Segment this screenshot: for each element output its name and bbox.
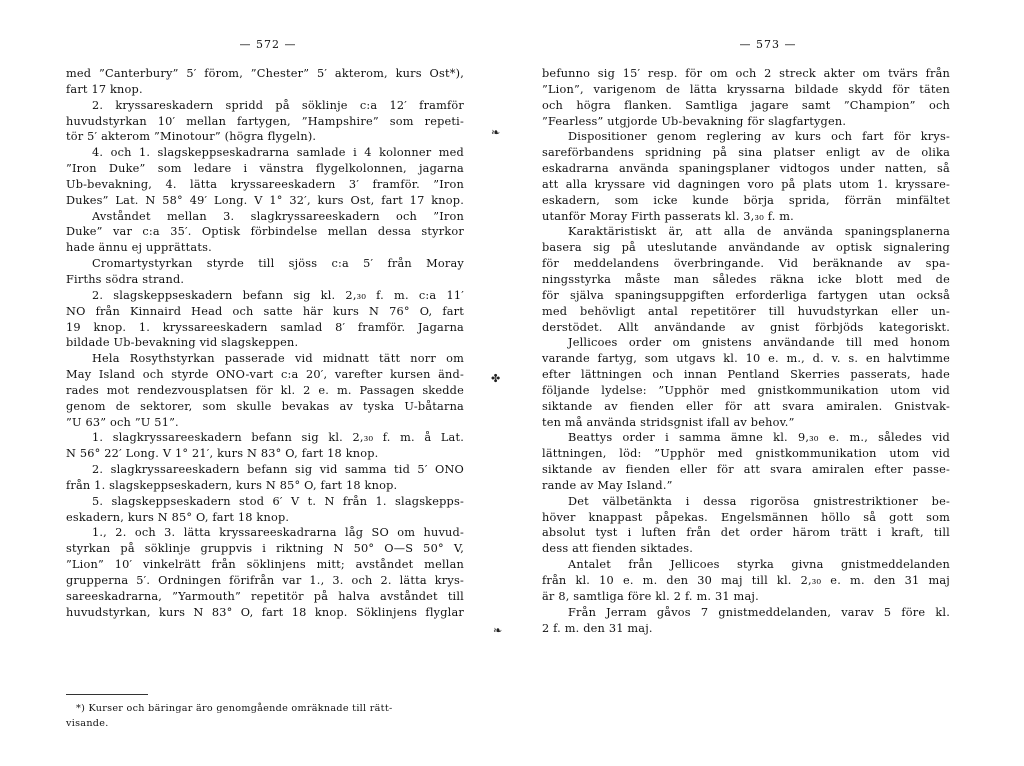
text-line: 1. slagkryssareeskadern befann sig kl. 2,₃₀ f. m. å Lat. xyxy=(92,431,464,445)
text-line: sareeskadrarna, ”Yarmouth” repetitör på halva avståndet till xyxy=(66,589,464,603)
text-line: lättningen, löd: ”Upphör med gnistkommunikation utom vid xyxy=(542,447,950,461)
text-line: rades mot rendezvousplatsen för kl. 2 e. m. Passagen skedde xyxy=(66,383,464,397)
text-line: genom de sektorer, som skulle bevakas av tyska U-båtarna xyxy=(66,399,464,413)
text-line: huvudstyrkan, kurs N 83° O, fart 18 knop. Söklinjens flyglar xyxy=(66,605,464,619)
text-line: Beattys order i samma ämne kl. 9,₃₀ e. m., således vid xyxy=(568,431,950,445)
text-line: 5. slagskeppseskadern stod 6′ V t. N från 1. slagskepps- xyxy=(92,494,464,508)
text-line: siktande av fienden eller för att svara amiralen efter passe- xyxy=(542,463,950,477)
text-line: Från Jerram gåvos 7 gnistmeddelanden, varav 5 före kl. xyxy=(568,605,950,619)
text-line: Dispositioner genom reglering av kurs och fart för krys- xyxy=(568,130,950,144)
text-line: Duke” var c:a 35′. Optisk förbindelse mellan dessa styrkor xyxy=(66,225,464,239)
text-line: bildade Ub-bevakning vid slagskeppen. xyxy=(66,336,299,350)
text-line: Det välbetänkta i dessa rigorösa gnistrestriktioner be- xyxy=(568,494,950,508)
gutter-mark: ✤ xyxy=(491,372,501,385)
text-line: och högra flanken. Samtliga jagare samt ”Champion” och xyxy=(542,98,950,112)
text-line: Karaktäristiskt är, att alla de använda spaningsplanerna xyxy=(568,225,950,239)
right-page xyxy=(512,0,1024,766)
text-line: befunno sig 15′ resp. för om och 2 streck akter om tvärs från xyxy=(542,67,950,80)
text-line: att alla kryssare vid dagningen voro på plats utom 1. kryssare- xyxy=(542,177,950,191)
text-line: ”U 63” och ”U 51”. xyxy=(66,415,179,429)
text-line: ten må använda stridsgnist ifall av behov.” xyxy=(542,415,795,429)
text-line: tör 5′ akterom ”Minotour” (högra flygeln). xyxy=(66,130,317,144)
text-line: höver knappast påpekas. Engelsmännen höllo så gott som xyxy=(542,510,950,524)
text-line: sareförbandens spridning på sina platser enligt av de olika xyxy=(542,146,950,160)
text-line: ningsstyrka måste man således räkna icke blott med de xyxy=(542,272,950,286)
text-line: är 8, samtliga före kl. 2 f. m. 31 maj. xyxy=(542,589,759,603)
text-line: ”Lion”, varigenom de lätta kryssarna bildade skydd för täten xyxy=(542,82,950,96)
text-line: ”Fearless” utgjorde Ub-bevakning för slagfartygen. xyxy=(542,114,847,128)
text-line: Firths södra strand. xyxy=(66,272,185,286)
text-line: eskadern, kurs N 85° O, fart 18 knop. xyxy=(66,510,290,524)
text-line: Dukes” Lat. N 58° 49′ Long. V 1° 32′, kurs Ost, fart 17 knop. xyxy=(66,193,464,207)
text-line: May Island och styrde ONO-vart c:a 20′, varefter kursen änd- xyxy=(66,368,464,382)
text-line: med behövligt antal repetitörer till huvudstyrkan eller un- xyxy=(542,304,950,318)
text-line: ”Lion” 10′ vinkelrätt från söklinjens mitt; avståndet mellan xyxy=(66,558,464,572)
text-line: grupperna 5′. Ordningen förifrån var 1., 3. och 2. lätta krys- xyxy=(66,574,464,587)
text-line: Jellicoes order om gnistens användande till med honom xyxy=(568,336,950,350)
text-line: N 56° 22′ Long. V 1° 21′, kurs N 83° O, fart 18 knop. xyxy=(66,447,379,461)
gutter-mark: ❧ xyxy=(491,126,501,139)
text-line: NO från Kinnaird Head och satte här kurs N 76° O, fart xyxy=(66,304,464,318)
page-number-left: — 572 — xyxy=(239,38,297,51)
text-line: dess att fienden siktades. xyxy=(542,542,694,556)
footnote-divider xyxy=(66,694,148,695)
text-line: styrkan på söklinje gruppvis i riktning N 50° O—S 50° V, xyxy=(66,542,464,556)
text-line: Ub-bevakning, 4. lätta kryssareeskadern 3′ framför. ”Iron xyxy=(66,177,464,191)
text-line: utanför Moray Firth passerats kl. 3,₃₀ f. m. xyxy=(542,209,794,223)
text-line: med ”Canterbury” 5′ förom, ”Chester” 5′ akterom, kurs Ost*), xyxy=(66,67,464,80)
text-line: eskadern, som icke kunde börja sprida, förrän minfältet xyxy=(542,193,950,207)
text-line: 2. kryssareskadern spridd på söklinje c:a 12′ framför xyxy=(92,98,464,112)
text-line: för meddelandens överbringande. Vid beräknande av spa- xyxy=(542,257,950,271)
text-line: för själva spaningsuppgiften erforderliga fartygen utan också xyxy=(542,288,950,302)
left-body-text xyxy=(66,66,464,621)
footnote-line: *) Kurser och bäringar äro genomgående omräknade till rätt- xyxy=(76,703,393,714)
text-line: 2. slagskeppseskadern befann sig kl. 2,₃₀ f. m. c:a 11′ xyxy=(92,288,464,302)
footnote-line: visande. xyxy=(66,718,109,729)
text-line: derstödet. Allt användande av gnist förbjöds kategoriskt. xyxy=(542,320,950,334)
right-body-text xyxy=(542,66,950,636)
text-line: huvudstyrkan 10′ mellan fartygen, ”Hampshire” som repeti- xyxy=(66,114,464,128)
gutter-mark: ❧ xyxy=(493,624,503,637)
page-number-right: — 573 — xyxy=(739,38,797,51)
text-line: basera sig på uteslutande användande av optisk signalering xyxy=(542,241,950,255)
text-line: 2. slagkryssareeskadern befann sig vid samma tid 5′ ONO xyxy=(92,463,464,477)
text-line: från 1. slagskeppseskadern, kurs N 85° O, fart 18 knop. xyxy=(66,478,398,492)
text-line: 19 knop. 1. kryssareeskadern samlad 8′ framför. Jagarna xyxy=(66,320,464,334)
text-line: fart 17 knop. xyxy=(66,82,143,96)
text-line: Avståndet mellan 3. slagkryssareeskadern och ”Iron xyxy=(92,209,464,223)
footnote xyxy=(66,694,466,731)
text-line: efter lättningen och innan Pentland Skerries passerats, hade xyxy=(542,368,950,382)
text-line: eskadrarna använda spaningsplaner vidtogos under natten, så xyxy=(542,162,950,176)
text-line: hade ännu ej upprättats. xyxy=(66,241,212,255)
text-line: siktande av fienden eller för att svara amiralen. Gnistvak- xyxy=(542,399,950,413)
text-line: varande fartyg, som utgavs kl. 10 e. m., d. v. s. en halvtimme xyxy=(542,352,950,366)
text-line: Cromartystyrkan styrde till sjöss c:a 5′ från Moray xyxy=(92,257,464,271)
text-line: absolut tyst i luften från det order härom trätt i kraft, till xyxy=(542,526,950,540)
text-line: från kl. 10 e. m. den 30 maj till kl. 2,₃₀ e. m. den 31 maj xyxy=(542,574,950,587)
text-line: följande lydelse: ”Upphör med gnistkommunikation utom vid xyxy=(542,383,950,397)
text-line: ”Iron Duke” som ledare i vänstra flygelkolonnen, jagarna xyxy=(66,162,464,176)
text-line: 2 f. m. den 31 maj. xyxy=(542,621,653,635)
text-line: 1., 2. och 3. lätta kryssareeskadrarna låg SO om huvud- xyxy=(92,526,464,540)
text-line: Antalet från Jellicoes styrka givna gnistmeddelanden xyxy=(568,558,950,572)
text-line: Hela Rosythstyrkan passerade vid midnatt tätt norr om xyxy=(92,352,464,366)
text-line: 4. och 1. slagskeppseskadrarna samlade i 4 kolonner med xyxy=(92,146,464,160)
text-line: rande av May Island.” xyxy=(542,478,673,492)
